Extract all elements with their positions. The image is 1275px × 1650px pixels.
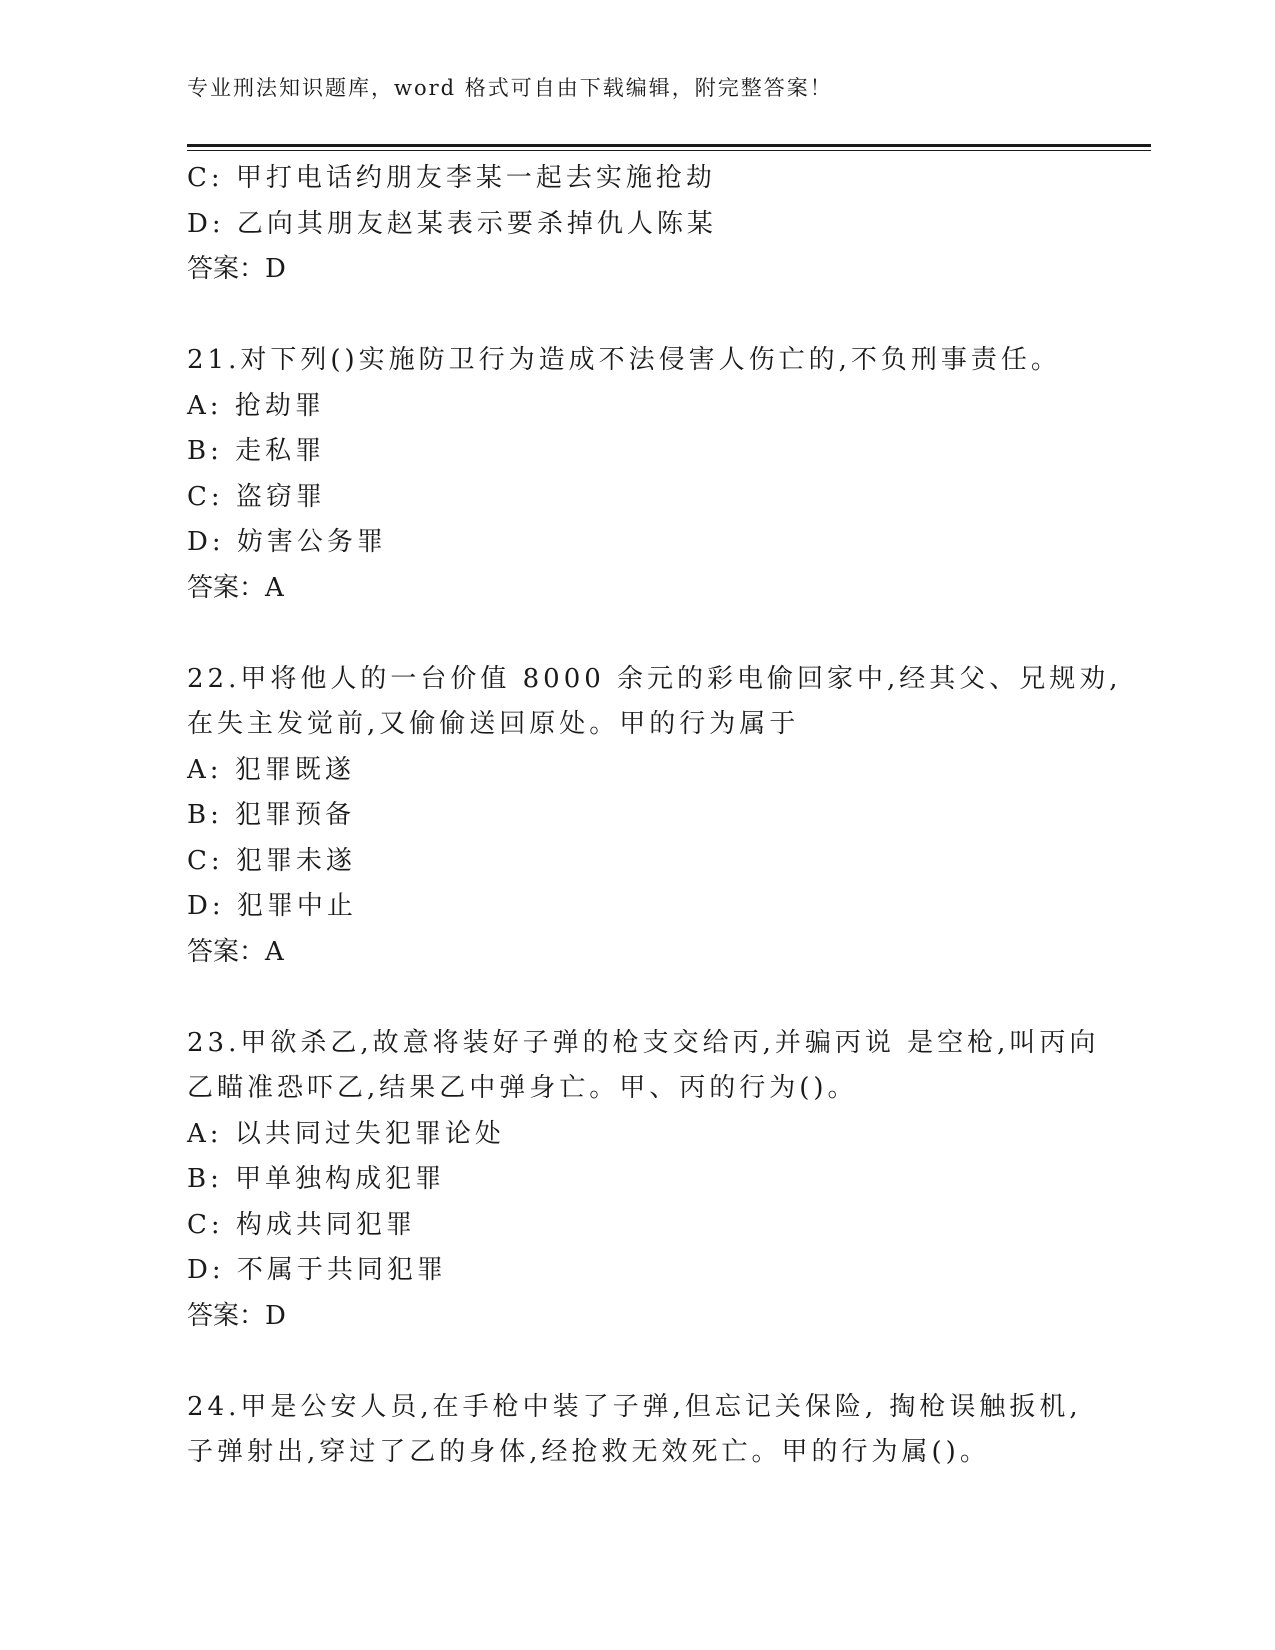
option-label: C: <box>187 163 224 193</box>
question-list <box>187 156 1122 1476</box>
question-stem: 23.甲欲杀乙,故意将装好子弹的枪支交给丙,并骗丙说 是空枪,叫丙向 <box>187 1027 1100 1058</box>
option-text: 犯罪中止 <box>236 891 357 921</box>
option-text: 犯罪既遂 <box>234 754 355 785</box>
option-row <box>187 793 1087 839</box>
option-text: 盗窃罪 <box>235 481 326 512</box>
option-row <box>187 1248 1087 1294</box>
option-row <box>187 884 1087 930</box>
header-rule-thin <box>187 150 1151 151</box>
option-row <box>187 839 1087 885</box>
option-label: B: <box>187 800 223 830</box>
answer-line: 答案：A <box>187 936 284 967</box>
option-label: C: <box>187 845 224 876</box>
answer-line: 答案：D <box>187 1300 286 1331</box>
option-row <box>187 1203 1087 1249</box>
option-row <box>187 384 1087 430</box>
answer-line: 答案：A <box>187 572 284 603</box>
option-text: 构成共同犯罪 <box>235 1209 416 1240</box>
option-text: 甲单独构成犯罪 <box>235 1164 446 1194</box>
question-stem: 21.对下列()实施防卫行为造成不法侵害人伤亡的,不负刑事责任。 <box>187 345 1061 375</box>
question-stem: 24.甲是公安人员,在手枪中装了子弹,但忘记关保险, 掏枪误触扳机, <box>187 1391 1082 1422</box>
header-rule-thick <box>187 144 1151 147</box>
option-label: A: <box>187 390 223 421</box>
question-stem: 在失主发觉前,又偷偷送回原处。甲的行为属于 <box>187 709 800 739</box>
question-stem: 子弹射出,穿过了乙的身体,经抢救无效死亡。甲的行为属()。 <box>187 1437 990 1467</box>
option-text: 犯罪未遂 <box>235 845 356 876</box>
option-label: D: <box>187 527 225 557</box>
option-row <box>187 202 1087 248</box>
option-text: 乙向其朋友赵某表示要杀掉仇人陈某 <box>236 208 717 239</box>
question-stem: 22.甲将他人的一台价值 8000 余元的彩电偷回家中,经其父、兄规劝, <box>187 663 1122 694</box>
option-label: D: <box>187 1255 225 1285</box>
option-label: B: <box>187 1164 223 1194</box>
option-label: C: <box>187 1209 224 1240</box>
answer-line: 答案：D <box>187 254 286 284</box>
option-text: 以共同过失犯罪论处 <box>234 1118 505 1149</box>
option-row <box>187 475 1087 521</box>
option-row <box>187 748 1087 794</box>
option-label: D: <box>187 208 225 239</box>
option-text: 抢劫罪 <box>234 390 325 421</box>
option-label: B: <box>187 436 223 466</box>
option-text: 走私罪 <box>235 436 326 466</box>
option-row <box>187 156 1087 202</box>
option-text: 妨害公务罪 <box>236 527 387 557</box>
option-label: A: <box>187 754 223 785</box>
option-label: D: <box>187 891 225 921</box>
option-label: C: <box>187 481 224 512</box>
page-header: 专业刑法知识题库，word 格式可自由下载编辑，附完整答案！ <box>187 76 833 100</box>
option-text: 犯罪预备 <box>235 800 356 830</box>
question-stem: 乙瞄准恐吓乙,结果乙中弹身亡。甲、丙的行为()。 <box>187 1073 858 1103</box>
option-text: 甲打电话约朋友李某一起去实施抢劫 <box>235 163 716 193</box>
option-row <box>187 429 1087 475</box>
option-row <box>187 1112 1087 1158</box>
option-row <box>187 1157 1087 1203</box>
option-text: 不属于共同犯罪 <box>236 1255 447 1285</box>
option-row <box>187 520 1087 566</box>
option-label: A: <box>187 1118 223 1149</box>
